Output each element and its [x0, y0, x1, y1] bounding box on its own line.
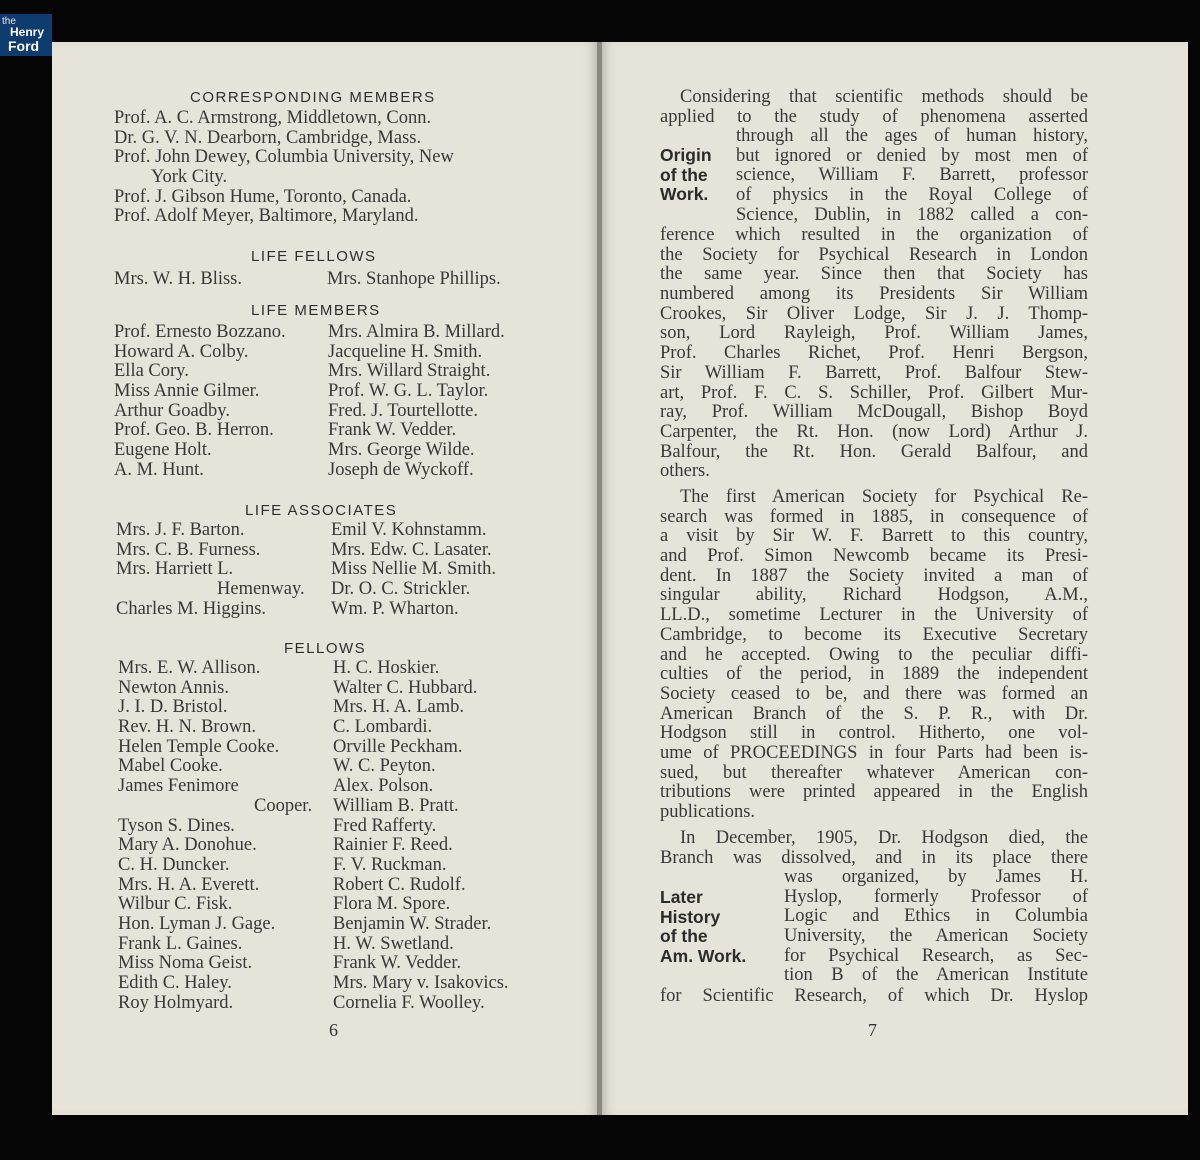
text-line: American Branch of the S. P. R., with Dr. — [660, 703, 1088, 724]
sidenote-line: Later — [660, 887, 703, 907]
life-fellows-left — [114, 270, 242, 290]
list-item: Prof. Adolf Meyer, Baltimore, Maryland. — [114, 206, 419, 227]
text-line: Science, Dublin, in 1882 called a con- — [736, 204, 1088, 225]
text-line: a visit by Sir W. F. Barrett to this country, — [660, 526, 1088, 547]
list-item: Hemenway. — [217, 579, 305, 600]
list-item: Mrs. H. A. Everett. — [118, 874, 260, 895]
list-item: Mrs. H. A. Lamb. — [333, 697, 465, 718]
logo-the: the — [2, 16, 16, 27]
list-item: Edith C. Haley. — [118, 973, 232, 993]
paragraph-american-society — [660, 488, 1088, 823]
text-line: through all the ages of human history, — [736, 126, 1088, 146]
paragraph-origin-side — [736, 127, 1088, 225]
list-item: Newton Annis. — [118, 677, 229, 698]
text-line: search was formed in 1885, in consequence of — [660, 506, 1088, 527]
list-item: Walter C. Hubbard. — [333, 677, 478, 698]
list-item: Frank L. Gaines. — [118, 933, 243, 954]
text-line: Hodgson still in control. Hitherto, one vol- — [660, 723, 1088, 744]
list-item: Rev. H. N. Brown. — [118, 717, 257, 738]
list-item: Benjamin W. Strader. — [333, 913, 492, 934]
logo-henry: Henry — [10, 25, 45, 39]
list-item: Tyson S. Dines. — [118, 815, 235, 836]
text-line: University, the American Society — [784, 926, 1088, 947]
list-item: Dr. O. C. Strickler. — [331, 579, 471, 600]
text-line: Considering that scientific methods should be — [680, 87, 1088, 107]
list-item: Wm. P. Wharton. — [331, 598, 459, 619]
list-item: Mary A. Donohue. — [118, 835, 257, 856]
text-line: tion B of the American Institute — [784, 965, 1088, 986]
text-line: Branch was dissolved, and in its place there — [660, 847, 1088, 868]
text-line: the same year. Since then that Society has — [660, 264, 1088, 285]
list-item: Fred Rafferty. — [333, 815, 437, 836]
list-item: Prof. J. Gibson Hume, Toronto, Canada. — [114, 186, 412, 207]
text-line: numbered among its Presidents Sir William — [660, 284, 1088, 305]
list-item: Cornelia F. Woolley. — [333, 992, 485, 1013]
page-number-left: 6 — [329, 1020, 338, 1040]
text-line: culties of the period, in 1889 the independent — [660, 664, 1088, 685]
page-number-right: 7 — [868, 1020, 877, 1040]
list-item: Helen Temple Cooke. — [118, 736, 280, 757]
list-item: William B. Pratt. — [333, 795, 459, 816]
life-members-right — [328, 323, 505, 481]
paragraph-later-history-side — [784, 868, 1088, 986]
sidenote-line: History — [660, 906, 721, 927]
text-line: LL.D., sometime Lecturer in the University of — [660, 605, 1088, 626]
sidenote-line: of the — [660, 164, 708, 185]
text-line: and he accepted. Owing to the peculiar diffi- — [660, 644, 1088, 665]
text-line: Crookes, Sir Oliver Lodge, Sir J. J. Thomp- — [660, 303, 1088, 324]
list-item: H. W. Swetland. — [333, 933, 454, 954]
list-item: Roy Holmyard. — [118, 992, 234, 1013]
logo-ford: Ford — [8, 38, 40, 54]
list-item: Frank W. Vedder. — [328, 420, 457, 441]
text-line: publications. — [660, 802, 756, 822]
list-item: Miss Noma Geist. — [118, 953, 253, 974]
corresponding-members-list — [114, 109, 454, 227]
list-item: Cooper. — [254, 795, 313, 816]
list-item: Frank W. Vedder. — [333, 953, 462, 974]
list-item: Rainier F. Reed. — [333, 835, 453, 856]
book-gutter — [597, 42, 602, 1115]
list-item: Charles M. Higgins. — [116, 598, 267, 619]
sidenote-origin — [660, 146, 712, 205]
text-line: dent. In 1887 the Society invited a man of — [660, 565, 1088, 586]
text-line: and Prof. Simon Newcomb became its Presi- — [660, 546, 1088, 567]
list-item: Ella Cory. — [114, 361, 189, 382]
list-item: Mrs. C. B. Furness. — [116, 539, 261, 560]
text-line: was organized, by James H. — [784, 867, 1088, 887]
list-item: Mrs. Almira B. Millard. — [328, 322, 505, 342]
list-item: Robert C. Rudolf. — [333, 874, 466, 895]
text-line: In December, 1905, Dr. Hodgson died, the — [680, 828, 1088, 848]
paragraph-later-history-bottom — [660, 987, 1088, 1007]
list-item: F. V. Ruckman. — [333, 854, 447, 875]
list-item: York City. — [151, 167, 228, 188]
text-line: ray, Prof. William McDougall, Bishop Boyd — [660, 402, 1088, 423]
text-line: ference which resulted in the organization of — [660, 225, 1088, 245]
list-item: Joseph de Wyckoff. — [328, 459, 474, 480]
text-line: but ignored or denied by most men of — [736, 145, 1088, 166]
text-line: son, Lord Rayleigh, Prof. William James, — [660, 323, 1088, 344]
list-item: Mrs. W. H. Bliss. — [114, 269, 242, 289]
life-fellows-heading: LIFE FELLOWS — [251, 248, 377, 265]
text-line: for Scientific Research, of which Dr. Hyslop — [660, 986, 1088, 1006]
text-line: the Society for Psychical Research in London — [660, 244, 1088, 265]
text-line: sued, but thereafter whatever American con- — [660, 762, 1088, 783]
list-item: Mrs. Willard Straight. — [328, 361, 491, 382]
list-item: H. C. Hoskier. — [333, 658, 440, 678]
text-line: Cambridge, to become its Executive Secretary — [660, 624, 1088, 645]
text-line: others. — [660, 461, 710, 482]
list-item: Prof. Geo. B. Herron. — [114, 420, 274, 441]
text-line: Prof. Charles Richet, Prof. Henri Bergson, — [660, 343, 1088, 364]
list-item: Arthur Goadby. — [114, 400, 230, 421]
list-item: Flora M. Spore. — [333, 894, 451, 915]
paragraph-later-history-top — [660, 829, 1088, 868]
list-item: Fred. J. Tourtellotte. — [328, 400, 478, 421]
sidenote-line: Origin — [660, 145, 712, 165]
text-line: art, Prof. F. C. S. Schiller, Prof. Gilbert Mur- — [660, 382, 1088, 403]
text-line: Hyslop, formerly Professor of — [784, 886, 1088, 907]
list-item: C. Lombardi. — [333, 717, 433, 738]
list-item: Miss Nellie M. Smith. — [331, 559, 496, 580]
text-line: The first American Society for Psychical Re- — [680, 487, 1088, 507]
fellows-heading: FELLOWS — [284, 640, 367, 657]
text-line: Carpenter, the Rt. Hon. (now Lord) Arthur J. — [660, 421, 1088, 442]
text-line: science, William F. Barrett, professor — [736, 165, 1088, 186]
list-item: Mrs. J. F. Barton. — [116, 520, 245, 540]
text-line: Balfour, the Rt. Hon. Gerald Balfour, and — [660, 441, 1088, 462]
text-line: of physics in the Royal College of — [736, 185, 1088, 206]
list-item: A. M. Hunt. — [114, 459, 204, 480]
list-item: Mrs. Stanhope Phillips. — [327, 269, 501, 289]
list-item: Howard A. Colby. — [114, 341, 249, 362]
list-item: Mrs. E. W. Allison. — [118, 658, 261, 678]
life-members-left — [114, 323, 286, 481]
life-associates-right — [331, 521, 496, 619]
list-item: Prof. John Dewey, Columbia University, New — [114, 147, 454, 168]
sidenote-line: Am. Work. — [660, 946, 747, 967]
list-item: Orville Peckham. — [333, 736, 463, 757]
life-fellows-right — [327, 270, 501, 290]
list-item: James Fenimore — [118, 776, 239, 797]
paragraph-origin-bottom — [660, 226, 1088, 482]
list-item: J. I. D. Bristol. — [118, 697, 228, 718]
list-item: Miss Annie Gilmer. — [114, 381, 260, 402]
list-item: Mrs. Mary v. Isakovics. — [333, 973, 509, 993]
corresponding-members-heading: CORRESPONDING MEMBERS — [190, 89, 436, 106]
list-item: W. C. Peyton. — [333, 756, 436, 777]
list-item: Mabel Cooke. — [118, 756, 223, 777]
list-item: Dr. G. V. N. Dearborn, Cambridge, Mass. — [114, 127, 422, 148]
text-line: Society ceased to be, and there was formed an — [660, 683, 1088, 704]
list-item: Eugene Holt. — [114, 440, 212, 461]
list-item: Alex. Polson. — [333, 776, 434, 797]
text-line: applied to the study of phenomena asserted — [660, 106, 1088, 127]
text-line: Logic and Ethics in Columbia — [784, 906, 1088, 927]
list-item: Prof. A. C. Armstrong, Middletown, Conn. — [114, 108, 432, 128]
list-item: Mrs. Harriett L. — [116, 559, 234, 580]
henry-ford-logo — [0, 14, 52, 56]
list-item: Jacqueline H. Smith. — [328, 341, 483, 362]
life-members-heading: LIFE MEMBERS — [251, 302, 381, 319]
paragraph-origin-top — [660, 88, 1088, 127]
list-item: Prof. Ernesto Bozzano. — [114, 322, 286, 342]
text-line: Sir William F. Barrett, Prof. Balfour Stew- — [660, 362, 1088, 383]
text-line: singular ability, Richard Hodgson, A.M., — [660, 585, 1088, 606]
fellows-left — [118, 659, 312, 1013]
life-associates-left — [116, 521, 305, 619]
list-item: Emil V. Kohnstamm. — [331, 520, 487, 540]
list-item: Mrs. George Wilde. — [328, 440, 475, 461]
sidenote-line: of the — [660, 926, 708, 947]
life-associates-heading: LIFE ASSOCIATES — [245, 502, 398, 519]
text-line: ume of PROCEEDINGS in four Parts had been is- — [660, 742, 1088, 763]
list-item: Hon. Lyman J. Gage. — [118, 913, 276, 934]
sidenote-later-history — [660, 888, 746, 967]
sidenote-line: Work. — [660, 184, 709, 205]
text-line: for Psychical Research, as Sec- — [784, 945, 1088, 966]
list-item: C. H. Duncker. — [118, 854, 230, 875]
list-item: Mrs. Edw. C. Lasater. — [331, 539, 492, 560]
list-item: Prof. W. G. L. Taylor. — [328, 381, 489, 402]
fellows-right — [333, 659, 509, 1013]
list-item: Wilbur C. Fisk. — [118, 894, 233, 915]
text-line: tributions were printed appeared in the English — [660, 782, 1088, 803]
